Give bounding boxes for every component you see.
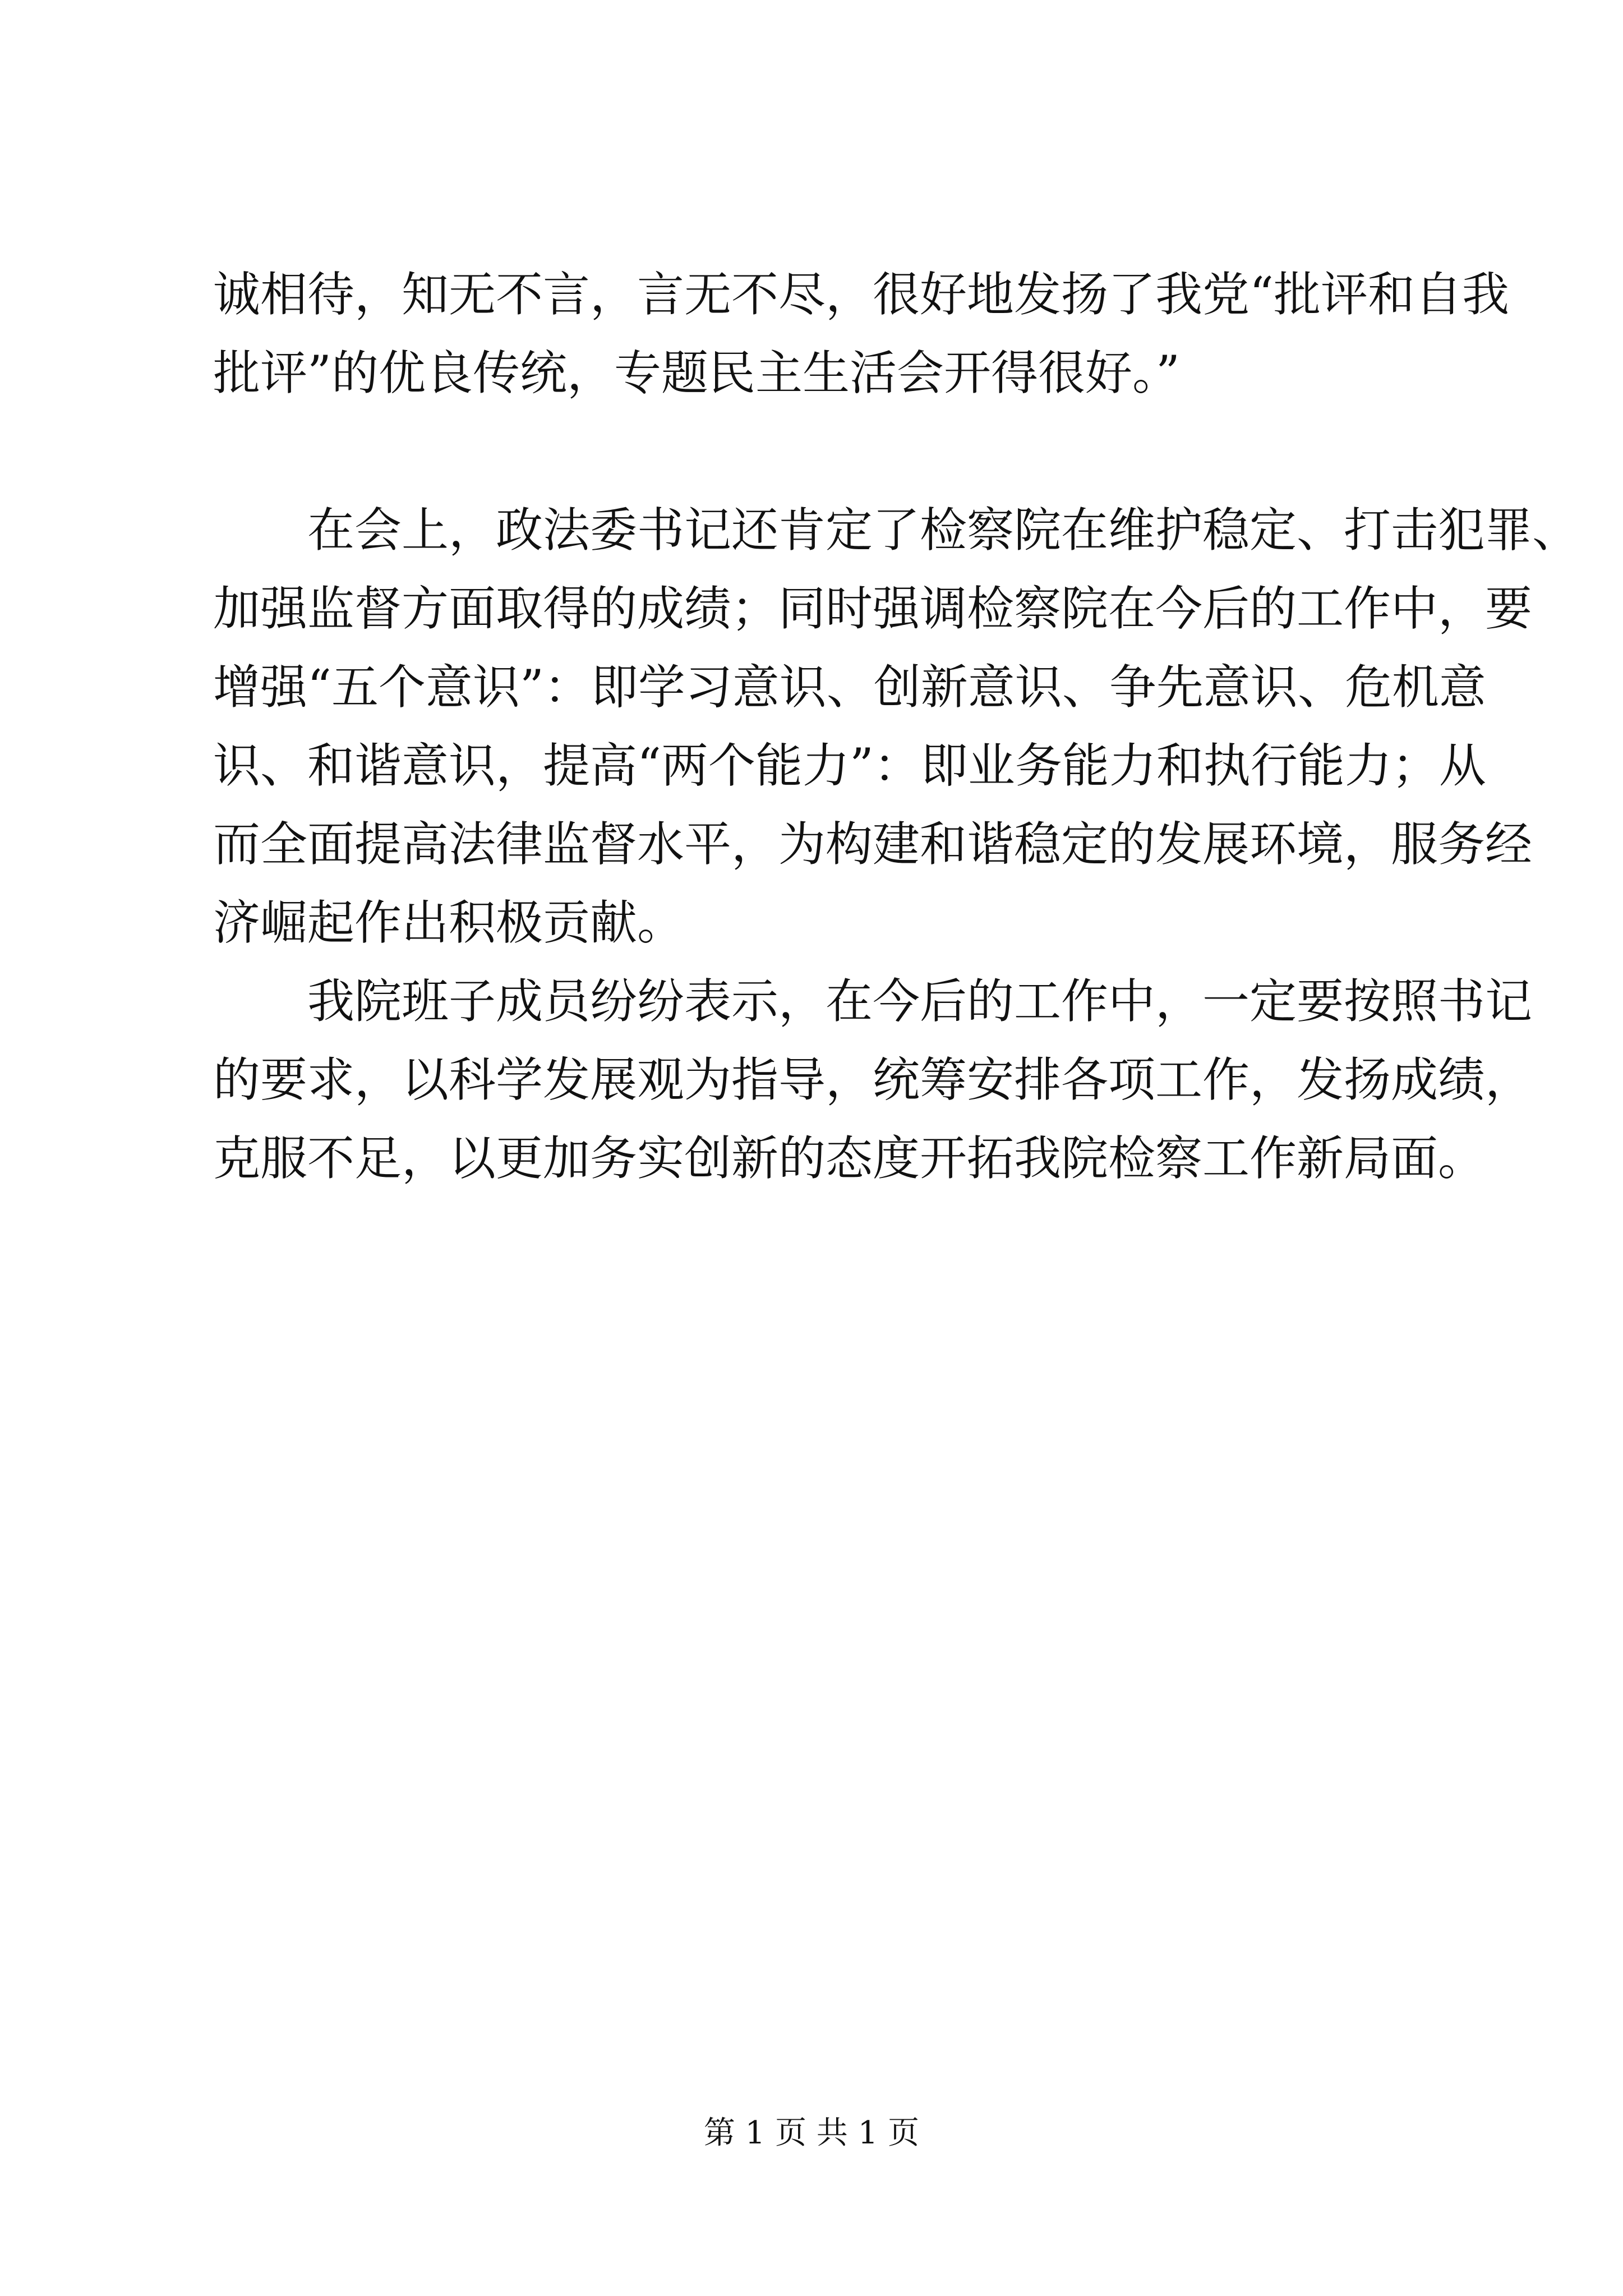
- paragraph-2-line-4: 识、和谐意识，提高“两个能力”：即业务能力和执行能力；从: [213, 738, 1486, 793]
- paragraph-1-line-1: 诚相待，知无不言，言无不尽，很好地发扬了我党“批评和自我: [213, 267, 1509, 322]
- paragraph-2-line-1: 在会上，政法委书记还肯定了检察院在维护稳定、打击犯罪、: [307, 503, 1580, 558]
- paragraph-2-line-5: 而全面提高法律监督水平，为构建和谐稳定的发展环境，服务经: [213, 817, 1533, 872]
- paragraph-1-line-2: 批评”的优良传统，专题民主生活会开得很好。”: [213, 346, 1180, 401]
- paragraph-2-line-2: 加强监督方面取得的成绩；同时强调检察院在今后的工作中，要: [213, 581, 1533, 636]
- paragraph-2-line-3: 增强“五个意识”：即学习意识、创新意识、争先意识、危机意: [213, 660, 1486, 715]
- paragraph-3-line-2: 的要求，以科学发展观为指导，统筹安排各项工作，发扬成绩，: [213, 1052, 1533, 1107]
- paragraph-2-line-6: 济崛起作出积极贡献。: [213, 895, 685, 950]
- paragraph-3-line-3: 克服不足，以更加务实创新的态度开拓我院检察工作新局面。: [213, 1131, 1486, 1186]
- paragraph-3-line-1: 我院班子成员纷纷表示，在今后的工作中，一定要按照书记: [307, 974, 1533, 1029]
- page-number-footer: 第 1 页 共 1 页: [703, 2115, 920, 2151]
